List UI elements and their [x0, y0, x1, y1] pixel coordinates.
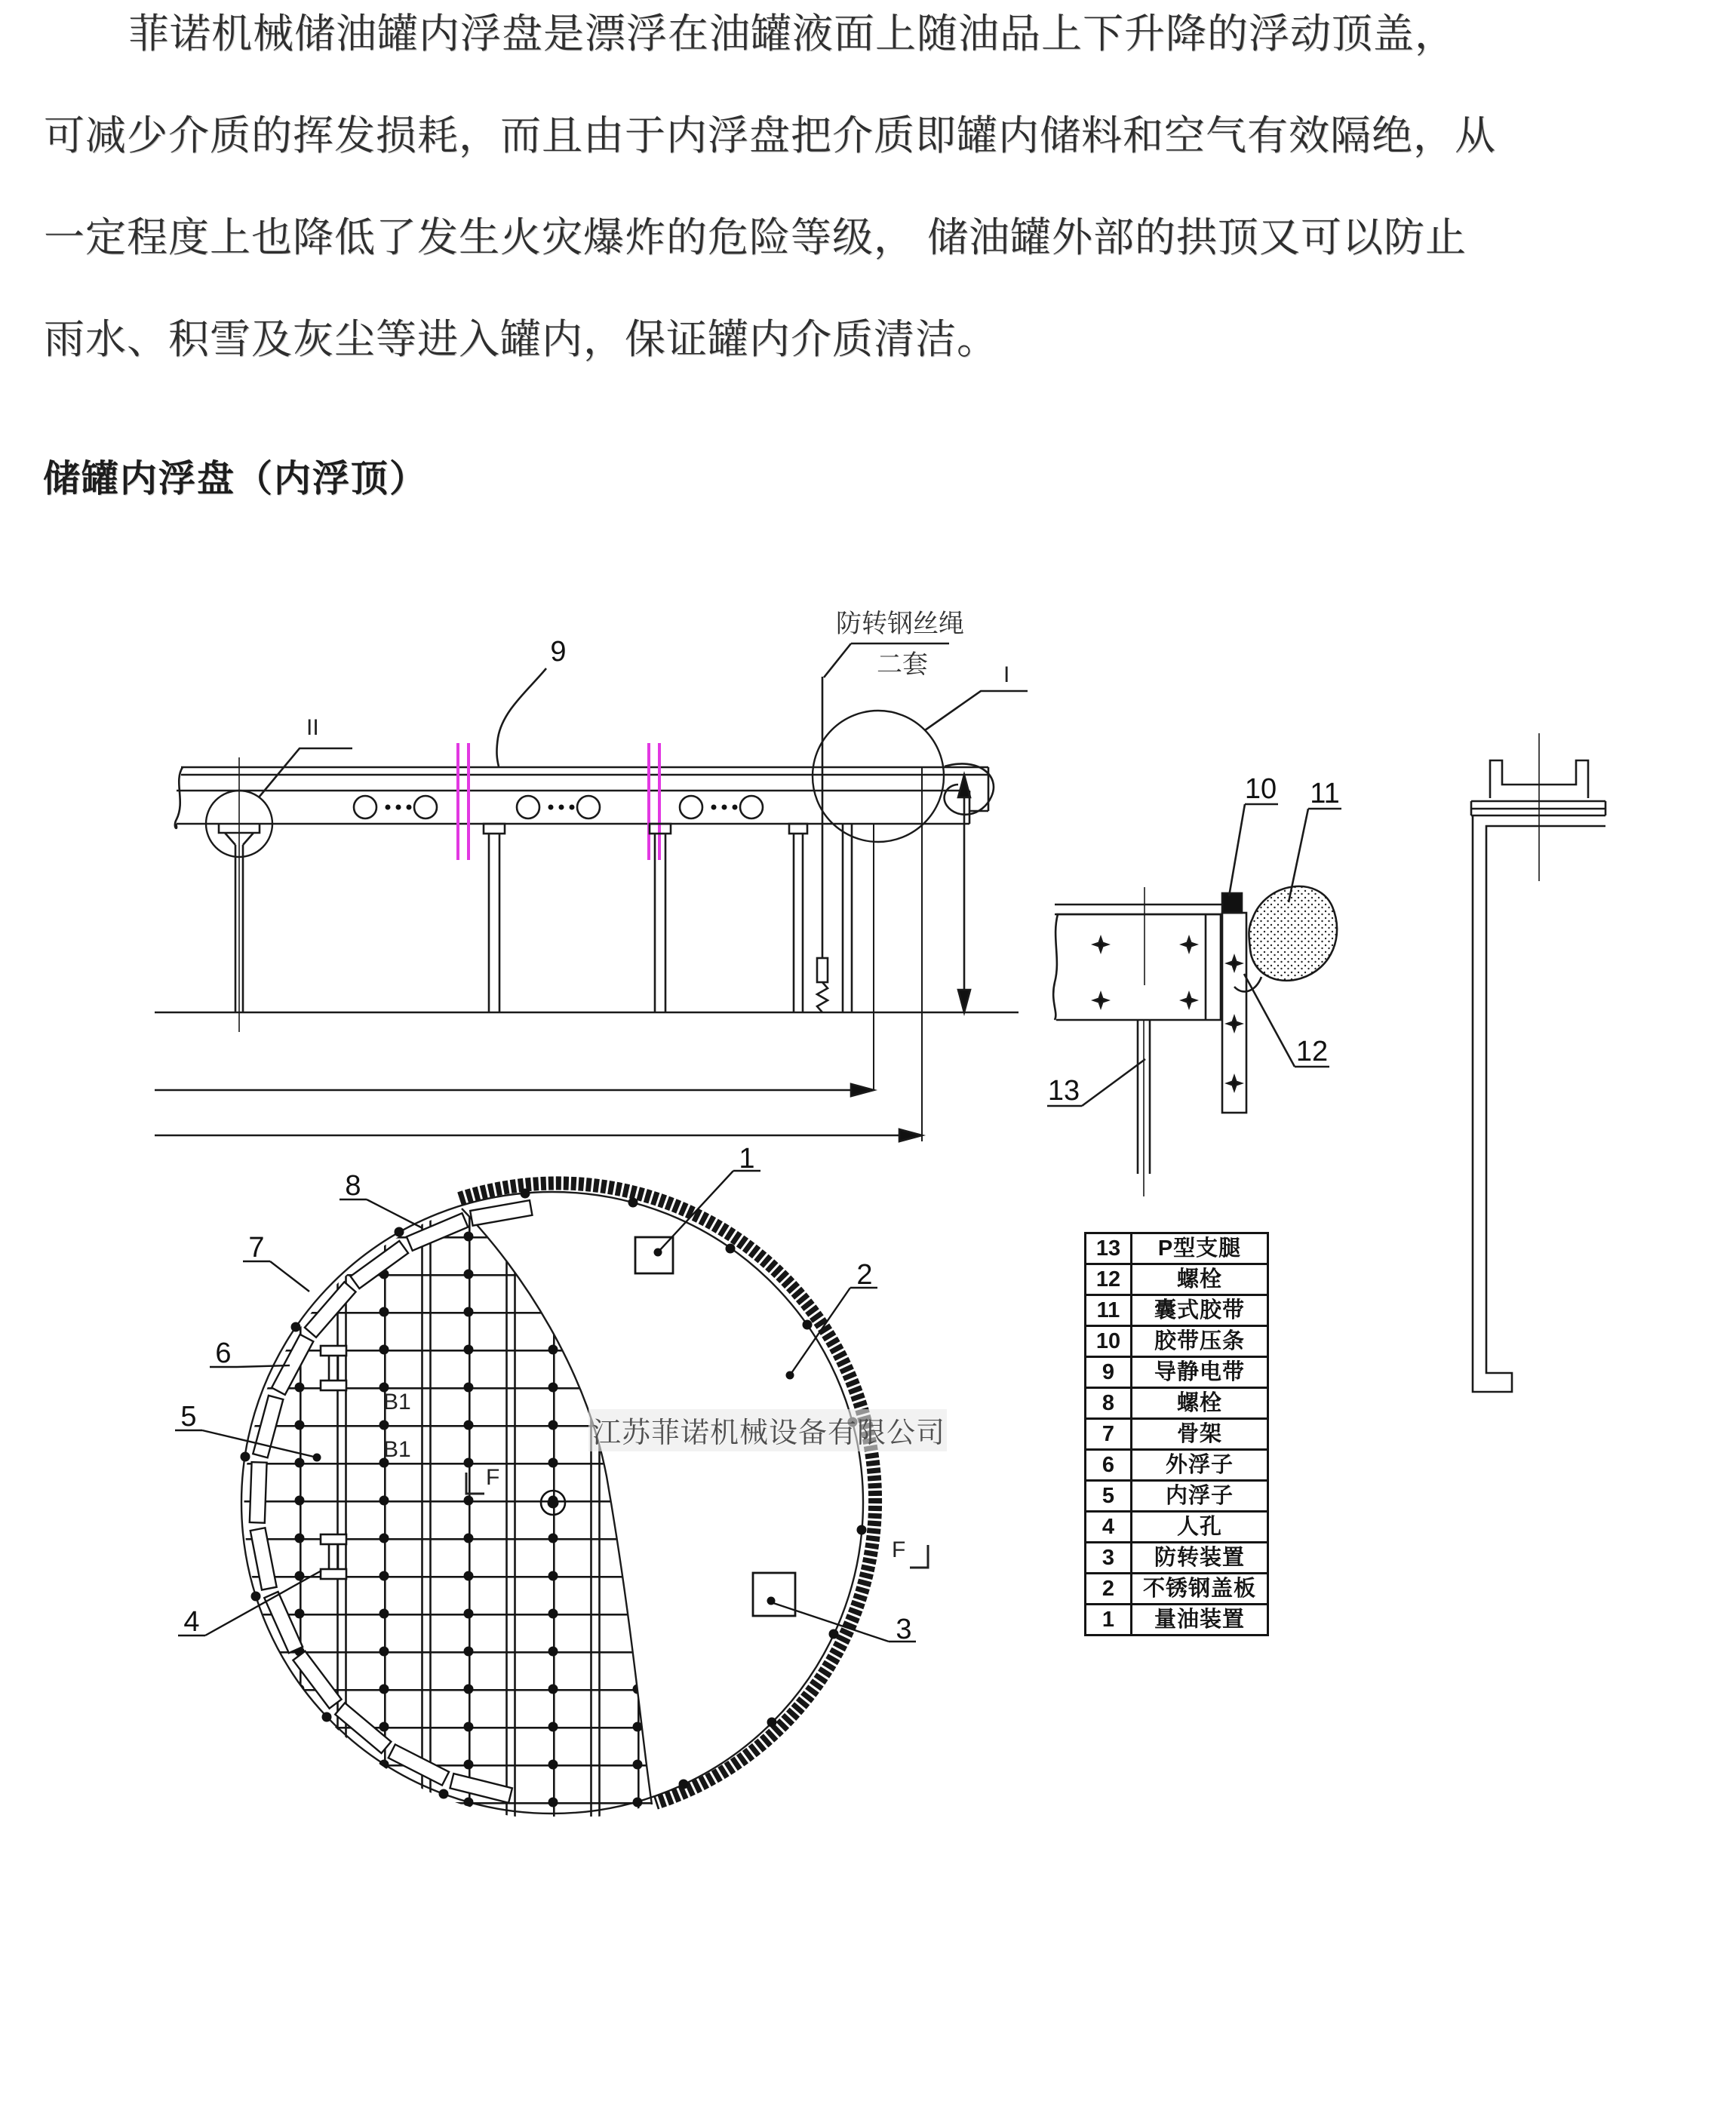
part-name: 量油装置 — [1132, 1605, 1268, 1635]
section-f-right: F — [892, 1537, 906, 1562]
tape-clamp-10 — [1222, 893, 1242, 913]
anti-rotation-square — [753, 1573, 795, 1616]
callout-5: 5 — [180, 1401, 197, 1433]
part-no: 9 — [1086, 1357, 1132, 1388]
watermark-text: 江苏菲诺机械设备有限公司 — [592, 1417, 946, 1449]
part-no: 8 — [1086, 1388, 1132, 1419]
part-name: 不锈钢盖板 — [1132, 1574, 1268, 1605]
part-name: 胶带压条 — [1132, 1326, 1268, 1357]
part-no: 11 — [1086, 1295, 1132, 1326]
table-row — [1086, 1295, 1268, 1326]
bag-seal-11 — [1249, 886, 1337, 981]
part-name: 防转装置 — [1132, 1543, 1268, 1574]
table-row — [1086, 1512, 1268, 1543]
table-row — [1086, 1605, 1268, 1635]
part-no: 12 — [1086, 1264, 1132, 1295]
table-row — [1086, 1450, 1268, 1481]
callout-12: 12 — [1295, 1036, 1329, 1067]
callout-2: 2 — [856, 1259, 873, 1291]
part-no: 13 — [1086, 1233, 1132, 1264]
table-row — [1086, 1543, 1268, 1574]
part-name: 外浮子 — [1132, 1450, 1268, 1481]
part-no: 4 — [1086, 1512, 1132, 1543]
intro-paragraph — [44, 0, 1704, 391]
table-row — [1086, 1326, 1268, 1357]
callout-7: 7 — [248, 1232, 265, 1264]
wire-rope-qty-note: 二套 — [877, 650, 928, 679]
note-leader — [824, 643, 851, 677]
part-no: 1 — [1086, 1605, 1132, 1635]
part-no: 7 — [1086, 1419, 1132, 1450]
part-no: 3 — [1086, 1543, 1132, 1574]
anti-rotation-assembly — [789, 677, 922, 1141]
wire-rope-note: 防转钢丝绳 — [836, 610, 964, 638]
parts-list-table — [1084, 1232, 1269, 1636]
part-no: 10 — [1086, 1326, 1132, 1357]
table-row — [1086, 1574, 1268, 1605]
part-name: 骨架 — [1132, 1419, 1268, 1450]
dimension-lines — [155, 775, 970, 1141]
callout-11: 11 — [1310, 778, 1340, 809]
part-name: 内浮子 — [1132, 1481, 1268, 1512]
callout-10: 10 — [1244, 773, 1277, 805]
table-row — [1086, 1357, 1268, 1388]
paragraph-line: 可减少介质的挥发损耗，而且由于内浮盘把介质即罐内储料和空气有效隔绝，从 — [44, 113, 1496, 158]
float-symbols — [354, 796, 763, 819]
section-f-left: F — [486, 1465, 500, 1490]
detail-view-rim-seal — [1047, 804, 1341, 1196]
detail-I-leader — [925, 691, 1028, 730]
paragraph-line: 菲诺机械储油罐内浮盘是漂浮在油罐液面上随油品上下升降的浮动顶盖， — [128, 11, 1456, 57]
part-name: P型支腿 — [1132, 1233, 1268, 1264]
table-row — [1086, 1264, 1268, 1295]
detail-circle-I — [813, 711, 944, 842]
part-no: 6 — [1086, 1450, 1132, 1481]
table-row — [1086, 1419, 1268, 1450]
callout-1: 1 — [739, 1143, 755, 1175]
panel-mark-b1-upper: B1 — [383, 1390, 411, 1414]
callout-13: 13 — [1047, 1075, 1080, 1107]
detail-I-label: I — [1003, 662, 1010, 687]
paragraph-line: 雨水、积雪及灰尘等进入罐内，保证罐内介质清洁。 — [44, 317, 998, 362]
break-line — [1053, 914, 1058, 1020]
break-line-left — [175, 767, 183, 828]
callout-9: 9 — [550, 636, 567, 668]
part-name: 螺栓 — [1132, 1264, 1268, 1295]
part-name: 螺栓 — [1132, 1388, 1268, 1419]
rim-profile-view — [1471, 733, 1605, 1392]
table-row — [1086, 1233, 1268, 1264]
callout-8: 8 — [345, 1170, 361, 1202]
callout-9-leader — [496, 668, 546, 766]
table-row — [1086, 1481, 1268, 1512]
callout-4: 4 — [183, 1606, 200, 1638]
part-no: 5 — [1086, 1481, 1132, 1512]
support-leg-left — [219, 757, 260, 1032]
paragraph-line: 一定程度上也降低了发生火灾爆炸的危险等级， 储油罐外部的拱顶又可以防止 — [44, 215, 1467, 260]
part-name: 人孔 — [1132, 1512, 1268, 1543]
side-elevation-view — [155, 643, 1028, 1141]
panel-mark-b1-lower: B1 — [383, 1437, 411, 1462]
framework-grid — [240, 1189, 697, 1817]
table-row — [1086, 1388, 1268, 1419]
callout-3: 3 — [896, 1614, 912, 1645]
part-name: 导静电带 — [1132, 1357, 1268, 1388]
support-leg-middle — [484, 824, 671, 1012]
detail-II-label: II — [306, 715, 319, 740]
plan-view — [175, 1171, 947, 1817]
section-heading: 储罐内浮盘（内浮顶） — [43, 459, 429, 499]
technical-drawing — [0, 573, 1736, 1890]
callout-6: 6 — [215, 1338, 232, 1369]
part-no: 2 — [1086, 1574, 1132, 1605]
part-name: 囊式胶带 — [1132, 1295, 1268, 1326]
